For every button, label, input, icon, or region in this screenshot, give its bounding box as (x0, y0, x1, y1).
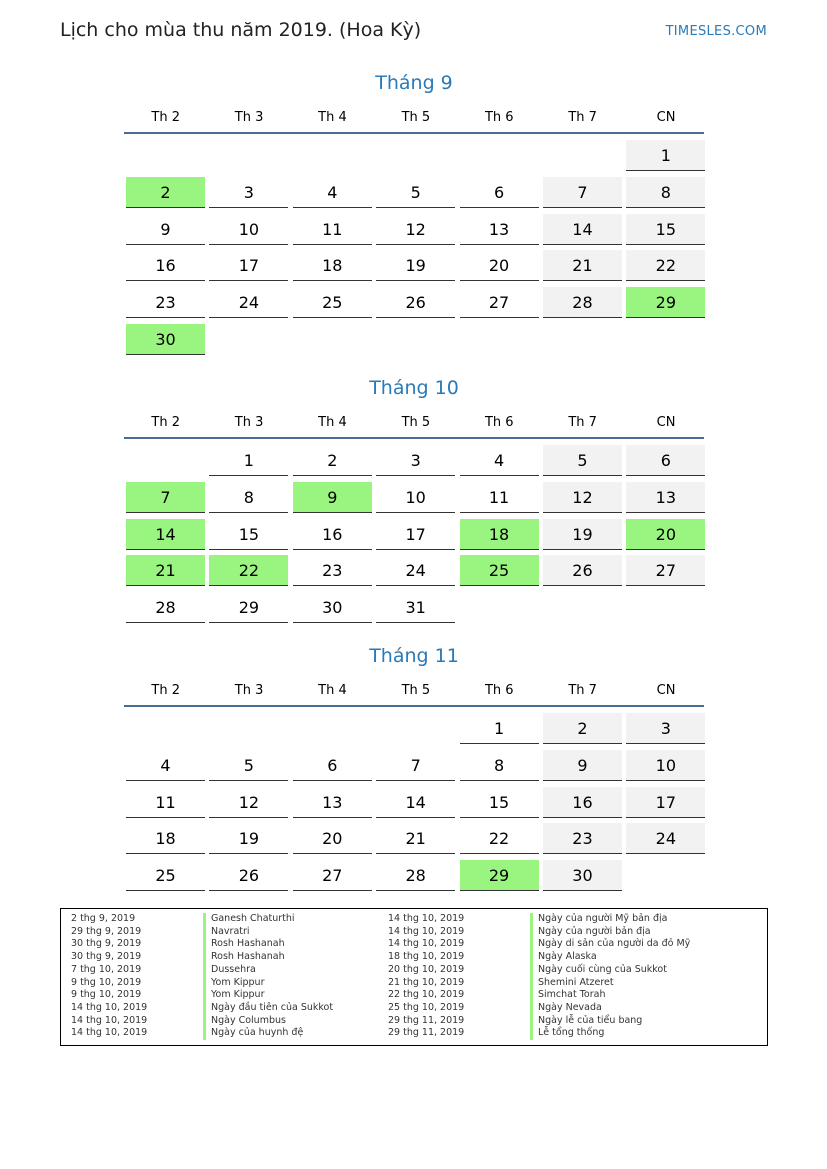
day-cell: 8 (209, 482, 288, 513)
day-cell: 3 (626, 713, 705, 744)
day-cell: 19 (376, 250, 455, 281)
legend-date: 30 thg 9, 2019 (71, 951, 142, 963)
day-cell: 27 (293, 860, 372, 891)
day-cell: 26 (543, 555, 622, 586)
day-cell: 20 (293, 823, 372, 854)
day-cell: 12 (543, 482, 622, 513)
day-cell: 18 (126, 823, 205, 854)
day-cell: 23 (293, 555, 372, 586)
weekday-label: Th 6 (484, 110, 514, 125)
empty-cell (376, 713, 455, 744)
weekday-label: Th 2 (151, 110, 180, 125)
legend-names-col-1 (203, 913, 388, 1045)
page-title: Lịch cho mùa thu năm 2019. (Hoa Kỳ) (60, 19, 422, 41)
legend-date: 9 thg 10, 2019 (71, 976, 142, 988)
day-cell: 7 (543, 177, 622, 208)
day-cell: 17 (376, 519, 455, 550)
day-cell: 11 (293, 214, 372, 245)
legend-date: 29 thg 11, 2019 (388, 1027, 465, 1039)
day-cell: 2 (543, 713, 622, 744)
day-cell: 19 (209, 823, 288, 854)
day-cell: 4 (460, 445, 539, 476)
weekday-header-row (124, 682, 704, 707)
day-cell: 1 (460, 713, 539, 744)
day-cell: 15 (460, 787, 539, 818)
empty-cell (209, 713, 288, 744)
day-cell: 4 (293, 177, 372, 208)
day-cell: 22 (626, 250, 705, 281)
day-cell: 5 (543, 445, 622, 476)
weekday-label: Th 7 (568, 415, 597, 430)
legend-holiday-name: Lễ tổng thống (530, 1027, 730, 1040)
day-cell: 18 (460, 519, 539, 550)
month-title: Tháng 10 (369, 377, 459, 399)
legend-holiday-name: Ganesh Chaturthi (203, 913, 388, 926)
empty-cell (293, 713, 372, 744)
legend-date: 22 thg 10, 2019 (388, 989, 465, 1001)
legend-date: 14 thg 10, 2019 (71, 1014, 148, 1026)
weekday-header-row (124, 109, 704, 134)
site-logo[interactable]: TIMESLES.COM (665, 24, 767, 39)
day-cell: 13 (293, 787, 372, 818)
legend-holiday-name: Simchat Torah (530, 989, 730, 1002)
day-cell: 12 (209, 787, 288, 818)
month-calendar (124, 641, 704, 891)
legend-holiday-name: Ngày Columbus (203, 1015, 388, 1028)
legend-holiday-name: Ngày đầu tiên của Sukkot (203, 1002, 388, 1015)
legend-date: 29 thg 9, 2019 (71, 925, 142, 937)
day-cell: 10 (626, 750, 705, 781)
weekday-label: Th 5 (401, 110, 431, 125)
day-cell: 24 (209, 287, 288, 318)
day-cell: 20 (460, 250, 539, 281)
month-title: Tháng 11 (369, 645, 459, 667)
day-cell: 30 (543, 860, 622, 891)
legend-holiday-name: Ngày di sản của người da đỏ Mỹ (530, 938, 730, 951)
day-cell: 30 (293, 592, 372, 623)
day-cell: 13 (460, 214, 539, 245)
day-cell: 24 (376, 555, 455, 586)
day-cell: 23 (126, 287, 205, 318)
legend-holiday-name: Ngày Alaska (530, 951, 730, 964)
day-cell: 25 (126, 860, 205, 891)
day-cell: 10 (209, 214, 288, 245)
legend-holiday-name: Yom Kippur (203, 977, 388, 990)
day-cell: 16 (543, 787, 622, 818)
day-cell: 2 (293, 445, 372, 476)
legend-date: 25 thg 10, 2019 (388, 1001, 465, 1013)
day-cell: 12 (376, 214, 455, 245)
day-cell: 30 (126, 324, 205, 355)
weekday-label: Th 5 (401, 683, 431, 698)
empty-cell (293, 140, 372, 171)
day-cell: 14 (543, 214, 622, 245)
legend-date: 14 thg 10, 2019 (71, 1027, 148, 1039)
empty-cell (376, 140, 455, 171)
day-cell: 10 (376, 482, 455, 513)
legend-holiday-name: Yom Kippur (203, 989, 388, 1002)
legend-holiday-name: Ngày của huynh đệ (203, 1027, 388, 1040)
weekday-label: Th 6 (484, 415, 514, 430)
day-cell: 16 (126, 250, 205, 281)
day-cell: 3 (209, 177, 288, 208)
legend-date: 30 thg 9, 2019 (71, 938, 142, 950)
day-cell: 11 (126, 787, 205, 818)
day-cell: 6 (460, 177, 539, 208)
day-cell: 9 (126, 214, 205, 245)
day-cell: 7 (126, 482, 205, 513)
weekday-label: Th 4 (318, 110, 347, 125)
weekday-label: CN (656, 683, 676, 698)
month-title: Tháng 9 (375, 72, 453, 94)
day-cell: 28 (376, 860, 455, 891)
legend-date: 9 thg 10, 2019 (71, 989, 142, 1001)
day-cell: 28 (543, 287, 622, 318)
day-cell: 6 (626, 445, 705, 476)
weekday-label: Th 4 (318, 683, 347, 698)
day-cell: 21 (126, 555, 205, 586)
legend-date: 2 thg 9, 2019 (71, 913, 136, 924)
legend-date: 18 thg 10, 2019 (388, 951, 465, 963)
day-cell: 22 (209, 555, 288, 586)
legend-date: 20 thg 10, 2019 (388, 963, 465, 975)
legend-date: 7 thg 10, 2019 (71, 963, 142, 975)
legend-holiday-name: Navratri (203, 926, 388, 939)
legend-holiday-name: Shemini Atzeret (530, 977, 730, 990)
day-grid (124, 707, 704, 891)
empty-cell (126, 140, 205, 171)
month-calendar (124, 68, 704, 355)
day-cell: 15 (209, 519, 288, 550)
day-cell: 13 (626, 482, 705, 513)
empty-cell (209, 140, 288, 171)
day-cell: 28 (126, 592, 205, 623)
day-cell: 15 (626, 214, 705, 245)
weekday-label: CN (656, 110, 676, 125)
month-calendar (124, 373, 704, 623)
day-cell: 9 (543, 750, 622, 781)
legend-holiday-name: Ngày lễ của tiểu bang (530, 1015, 730, 1028)
legend-dates-col-1 (71, 913, 203, 1045)
day-cell: 21 (543, 250, 622, 281)
legend-date: 14 thg 10, 2019 (388, 913, 465, 924)
day-cell: 29 (626, 287, 705, 318)
legend-holiday-name: Rosh Hashanah (203, 938, 388, 951)
day-cell: 27 (626, 555, 705, 586)
day-cell: 14 (376, 787, 455, 818)
legend-date: 14 thg 10, 2019 (388, 938, 465, 950)
day-cell: 25 (293, 287, 372, 318)
day-grid (124, 134, 704, 355)
day-cell: 8 (460, 750, 539, 781)
day-cell: 11 (460, 482, 539, 513)
weekday-label: Th 7 (568, 683, 597, 698)
weekday-header-row (124, 414, 704, 439)
legend-dates-col-2 (388, 913, 530, 1045)
empty-cell (543, 140, 622, 171)
legend-date: 21 thg 10, 2019 (388, 976, 465, 988)
weekday-label: Th 2 (151, 683, 180, 698)
legend-holiday-name: Ngày cuối cùng của Sukkot (530, 964, 730, 977)
day-cell: 19 (543, 519, 622, 550)
weekday-label: Th 4 (318, 415, 347, 430)
weekday-label: Th 2 (151, 415, 180, 430)
day-cell: 29 (209, 592, 288, 623)
day-cell: 25 (460, 555, 539, 586)
day-cell: 31 (376, 592, 455, 623)
day-cell: 16 (293, 519, 372, 550)
legend-holiday-name: Ngày của người Mỹ bản địa (530, 913, 730, 926)
weekday-label: Th 6 (484, 683, 514, 698)
holiday-legend (60, 908, 768, 1046)
day-cell: 20 (626, 519, 705, 550)
day-cell: 22 (460, 823, 539, 854)
day-cell: 21 (376, 823, 455, 854)
legend-holiday-name: Ngày Nevada (530, 1002, 730, 1015)
weekday-label: CN (656, 415, 676, 430)
weekday-label: Th 3 (234, 110, 264, 125)
legend-holiday-name: Ngày của người bản địa (530, 926, 730, 939)
day-cell: 17 (209, 250, 288, 281)
day-cell: 8 (626, 177, 705, 208)
day-cell: 3 (376, 445, 455, 476)
day-cell: 26 (209, 860, 288, 891)
day-cell: 14 (126, 519, 205, 550)
legend-names-col-2 (530, 913, 730, 1045)
weekday-label: Th 7 (568, 110, 597, 125)
day-cell: 1 (209, 445, 288, 476)
empty-cell (126, 445, 205, 476)
day-cell: 6 (293, 750, 372, 781)
day-cell: 27 (460, 287, 539, 318)
legend-holiday-name: Dussehra (203, 964, 388, 977)
day-cell: 29 (460, 860, 539, 891)
weekday-label: Th 5 (401, 415, 431, 430)
day-cell: 17 (626, 787, 705, 818)
day-cell: 23 (543, 823, 622, 854)
day-cell: 9 (293, 482, 372, 513)
day-cell: 1 (626, 140, 705, 171)
day-cell: 26 (376, 287, 455, 318)
empty-cell (126, 713, 205, 744)
legend-holiday-name: Rosh Hashanah (203, 951, 388, 964)
day-cell: 7 (376, 750, 455, 781)
legend-date: 14 thg 10, 2019 (71, 1001, 148, 1013)
day-cell: 2 (126, 177, 205, 208)
legend-date: 14 thg 10, 2019 (388, 925, 465, 937)
legend-date: 29 thg 11, 2019 (388, 1014, 465, 1026)
empty-cell (460, 140, 539, 171)
day-cell: 5 (376, 177, 455, 208)
weekday-label: Th 3 (234, 683, 264, 698)
day-cell: 5 (209, 750, 288, 781)
day-cell: 18 (293, 250, 372, 281)
weekday-label: Th 3 (234, 415, 264, 430)
day-cell: 24 (626, 823, 705, 854)
day-cell: 4 (126, 750, 205, 781)
day-grid (124, 439, 704, 623)
